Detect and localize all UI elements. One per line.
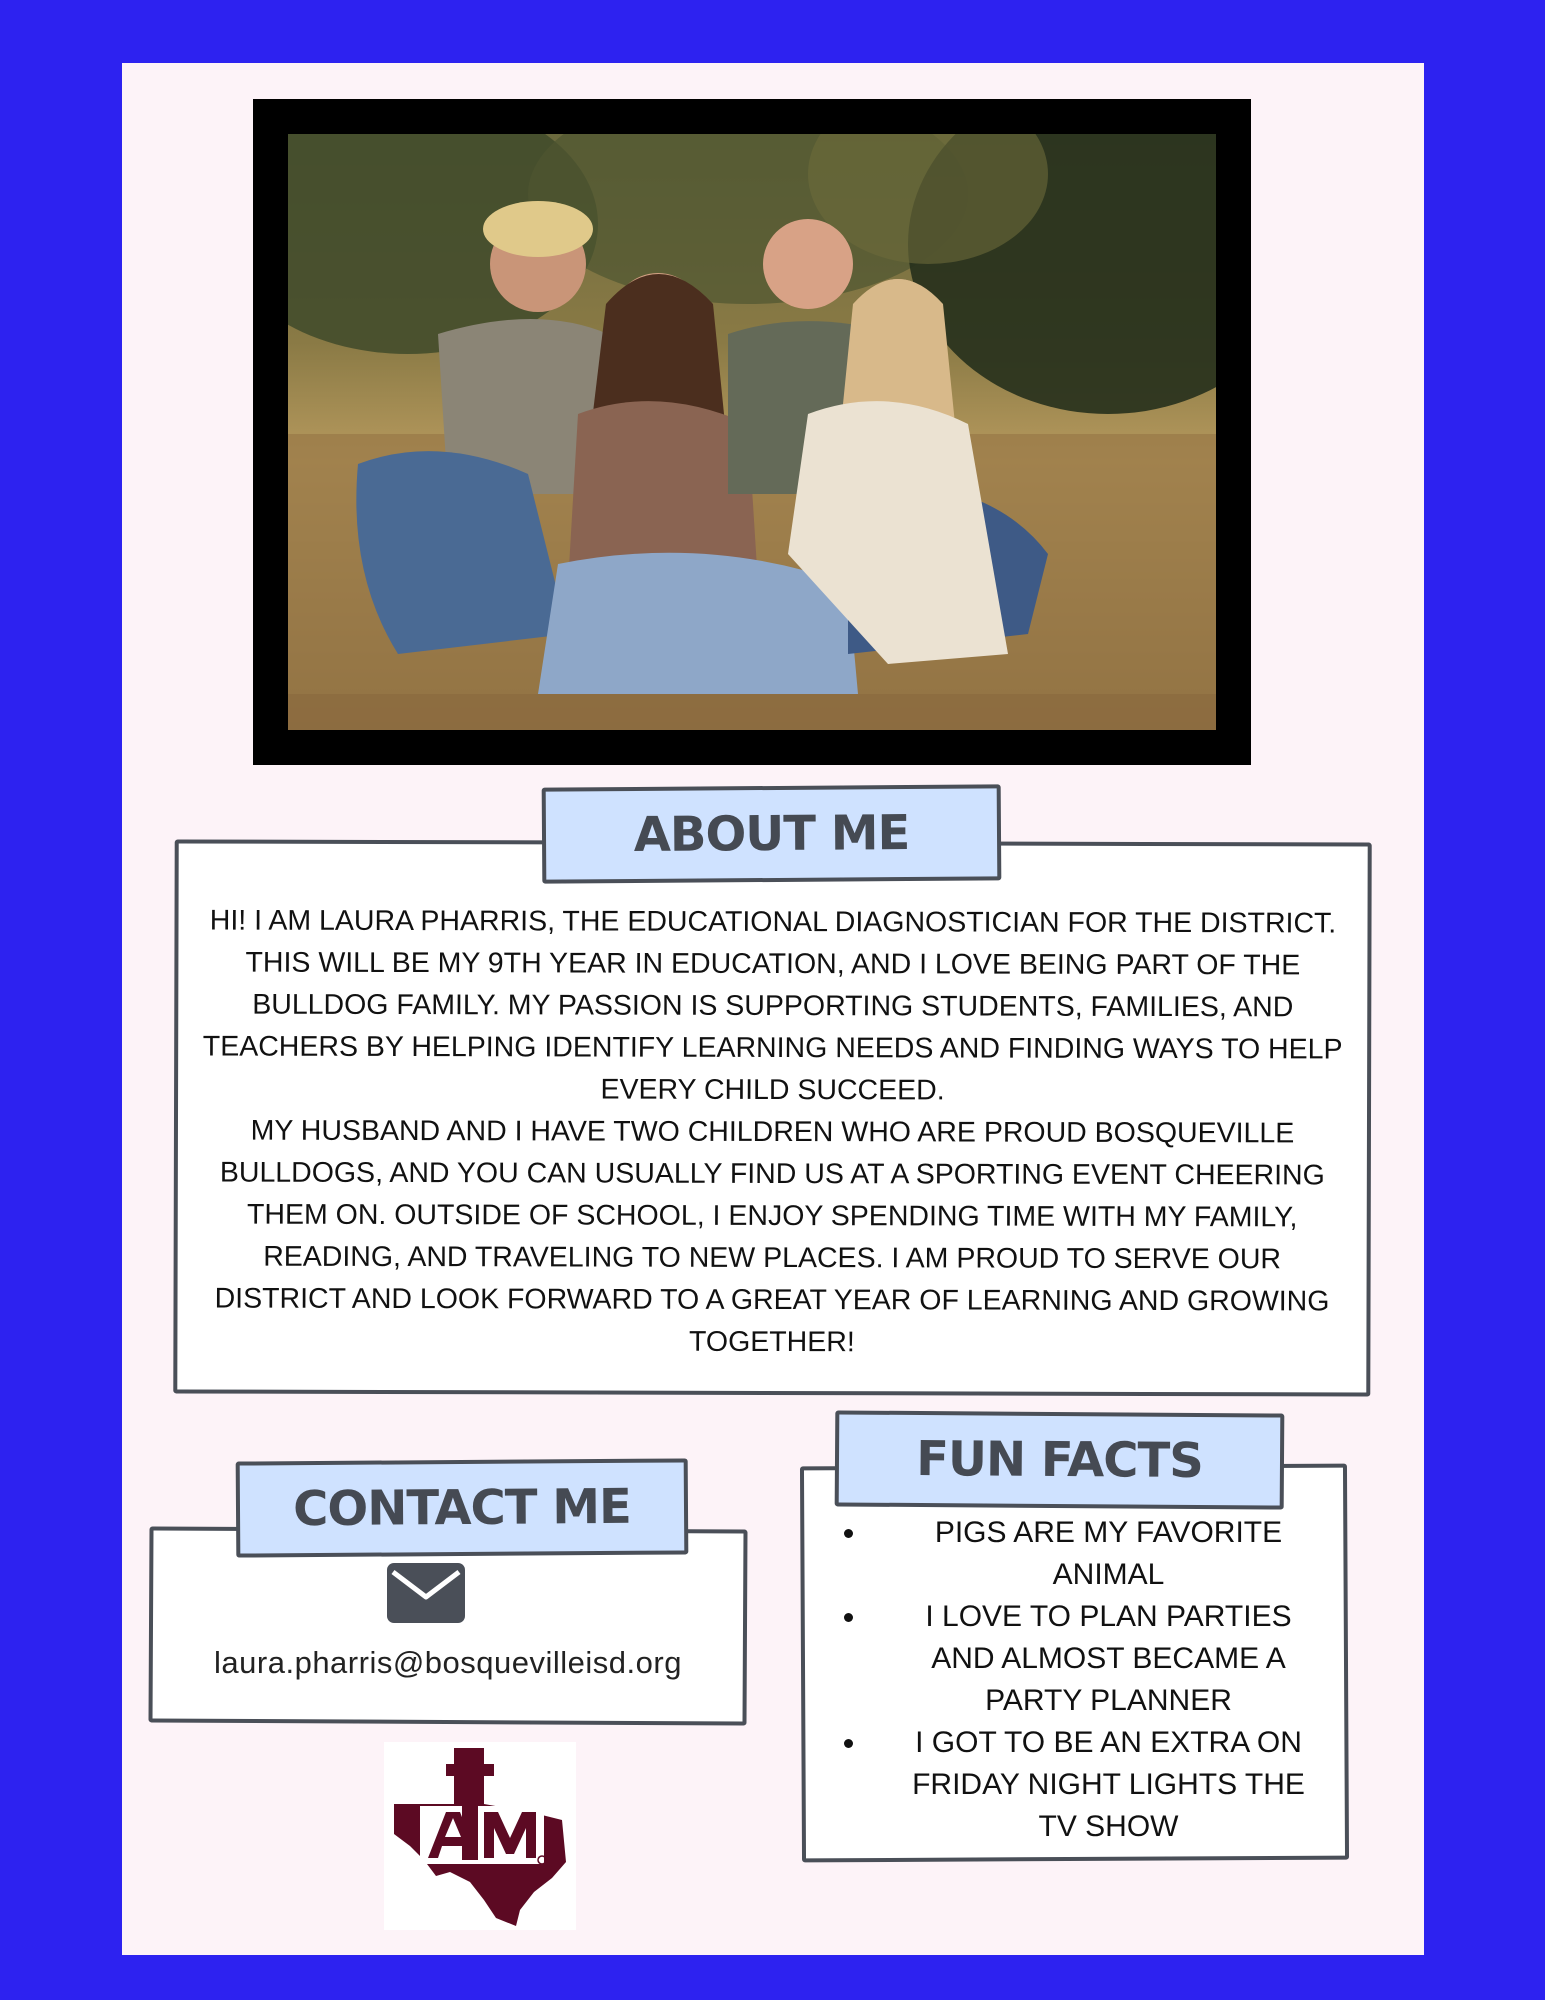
atm-logo	[384, 1742, 576, 1930]
contact-email[interactable]: laura.pharris@bosquevilleisd.org	[214, 1645, 682, 1680]
fun-fact-item: I GOT TO BE AN EXTRA ON FRIDAY NIGHT LIGHTS THE TV SHOW	[812, 1722, 1342, 1848]
about-paragraph-1: HI! I AM LAURA PHARRIS, THE EDUCATIONAL DIAGNOSTICIAN FOR THE DISTRICT. THIS WILL BE MY 9TH YEAR IN EDUCATION, AND I LOVE BEING PART OF THE BULLDOG FAMILY. MY PASSION IS SUPPORTING STUDENTS, FAMILIES, AND TEACHERS BY HELPING IDENTIFY LEARNING NEEDS AND FINDING WAYS TO HELP EVERY CHILD SUCCEED.	[202, 904, 1343, 1107]
about-text	[197, 899, 1347, 1364]
about-paragraph-2: MY HUSBAND AND I HAVE TWO CHILDREN WHO ARE PROUD BOSQUEVILLE BULLDOGS, AND YOU CAN USUALLY FIND US AT A SPORTING EVENT CHEERING THEM ON. OUTSIDE OF SCHOOL, I ENJOY SPENDING TIME WITH MY FAMILY, READING, AND TRAVELING TO NEW PLACES. I AM PROUD TO SERVE OUR DISTRICT AND LOOK FORWARD TO A GREAT YEAR OF LEARNING AND GROWING TOGETHER!	[214, 1114, 1330, 1359]
flyer-page	[122, 63, 1424, 1955]
fun-facts-title: FUN FACTS	[835, 1410, 1285, 1509]
fun-facts-list	[812, 1512, 1342, 1848]
photo-frame	[253, 99, 1251, 765]
about-box	[173, 839, 1371, 1396]
fun-fact-item: I LOVE TO PLAN PARTIES AND ALMOST BECAME A PARTY PLANNER	[812, 1596, 1342, 1722]
about-title: ABOUT ME	[542, 784, 1002, 883]
contact-title: CONTACT ME	[236, 1458, 689, 1557]
fun-fact-item: PIGS ARE MY FAVORITE ANIMAL	[812, 1512, 1342, 1596]
mail-icon	[387, 1563, 465, 1623]
family-photo	[288, 134, 1216, 730]
